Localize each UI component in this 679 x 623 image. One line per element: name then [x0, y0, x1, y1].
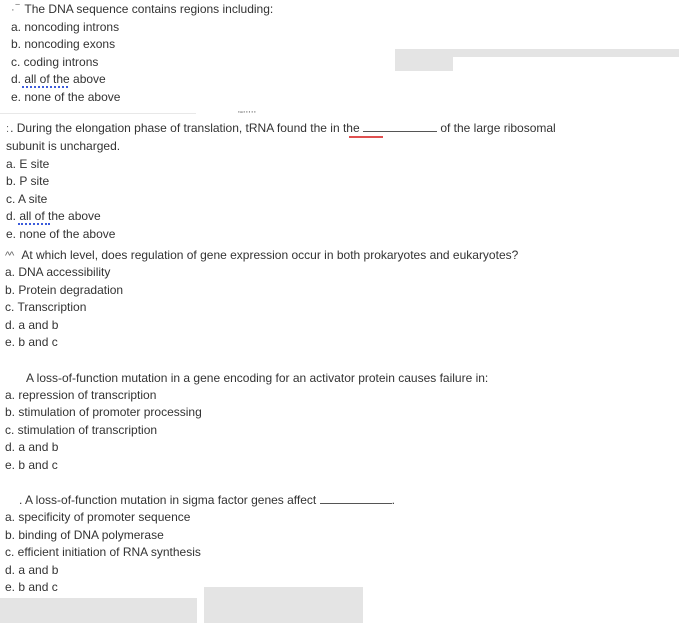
- question-5-option-e: e. b and c: [5, 580, 58, 594]
- gray-panel-bottom-left: [0, 598, 197, 623]
- question-2-stem-continued: subunit is uncharged.: [6, 139, 121, 153]
- question-4-option-c: c. stimulation of transcription: [5, 423, 158, 437]
- question-1-option-c: c. coding introns: [11, 55, 99, 69]
- question-5-answer-blank[interactable]: [320, 492, 392, 504]
- question-4-option-d: d. a and b: [5, 440, 59, 454]
- cropped-number-marks: · ‾: [11, 4, 19, 16]
- question-3-option-d: d. a and b: [5, 318, 59, 332]
- grammar-underline: [22, 86, 68, 88]
- question-1-option-b: b. noncoding exons: [11, 37, 116, 51]
- cropped-number-marks: ·-·····: [237, 106, 256, 118]
- question-5-option-c: c. efficient initiation of RNA synthesis: [5, 545, 201, 559]
- question-1-option-d: d. all of the above: [11, 72, 106, 86]
- question-1-stem: [11, 1, 273, 18]
- question-3-option-a: a. DNA accessibility: [5, 265, 111, 279]
- cropped-number-marks: ^^: [5, 250, 14, 262]
- question-2-answer-blank[interactable]: [363, 120, 437, 132]
- question-3-option-e: e. b and c: [5, 335, 58, 349]
- gray-panel-tab: [395, 56, 453, 71]
- question-4-option-a: a. repression of transcription: [5, 388, 157, 402]
- question-5-stem-pre: . A loss-of-function mutation in sigma factor genes affect: [19, 493, 317, 507]
- question-2-option-e: e. none of the above: [6, 227, 116, 241]
- question-5-stem-post: .: [391, 493, 395, 507]
- grammar-underline: [18, 223, 50, 225]
- question-2-option-b: b. P site: [6, 174, 50, 188]
- question-3-option-b: b. Protein degradation: [5, 283, 124, 297]
- divider-line: [0, 113, 196, 114]
- question-5-stem: [19, 492, 395, 508]
- question-4-stem: A loss-of-function mutation in a gene encoding for an activator protein causes failure in:: [26, 371, 489, 385]
- question-5-option-b: b. binding of DNA polymerase: [5, 528, 164, 542]
- gray-panel-bottom-mid: [204, 587, 363, 623]
- spellcheck-underline: [349, 136, 383, 138]
- question-3-stem-text: At which level, does regulation of gene expression occur in both prokaryotes and eukaryotes?: [21, 248, 519, 262]
- question-4-option-b: b. stimulation of promoter processing: [5, 405, 202, 419]
- question-5-option-d: d. a and b: [5, 563, 59, 577]
- question-4-option-e: e. b and c: [5, 458, 58, 472]
- question-3-option-c: c. Transcription: [5, 300, 87, 314]
- question-2-option-a: a. E site: [6, 157, 50, 171]
- question-1-option-e: e. none of the above: [11, 90, 121, 104]
- question-2-option-c: c. A site: [6, 192, 48, 206]
- question-2-stem: [6, 120, 556, 137]
- question-5-option-a: a. specificity of promoter sequence: [5, 510, 191, 524]
- cropped-number-marks: :: [6, 123, 9, 135]
- question-2-stem-post: of the large ribosomal: [440, 121, 556, 135]
- question-2-option-d: d. all of the above: [6, 209, 101, 223]
- question-1-option-a: a. noncoding introns: [11, 20, 120, 34]
- question-2-stem-pre: . During the elongation phase of translation, tRNA found the in the: [10, 121, 360, 135]
- question-3-stem: [5, 247, 518, 264]
- question-1-stem-text: The DNA sequence contains regions including:: [24, 2, 274, 16]
